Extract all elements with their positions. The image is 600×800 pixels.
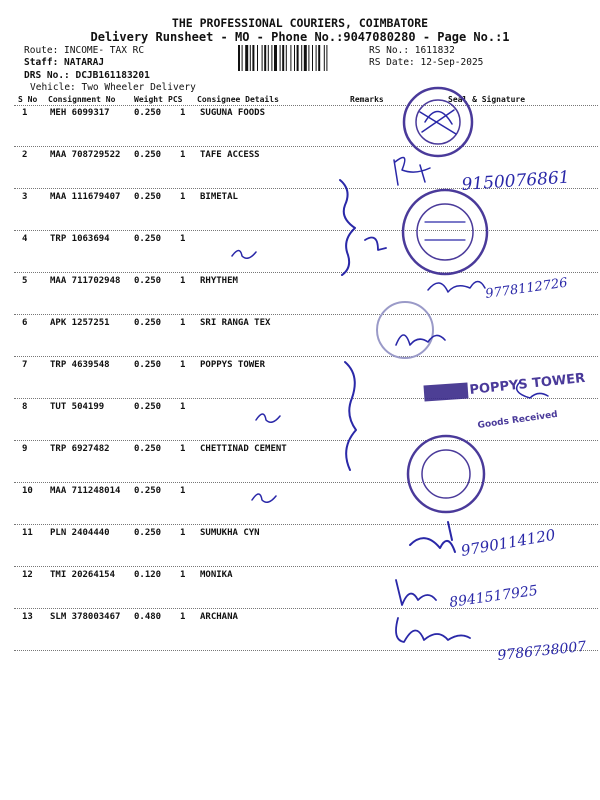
row-pcs: 1	[180, 402, 186, 412]
row-pcs: 1	[180, 318, 186, 328]
row-consignment: TRP 6927482	[50, 444, 110, 454]
row-consignment: TRP 1063694	[50, 234, 110, 244]
handwritten-phone-3: 9790114120	[459, 525, 557, 560]
company-seal-stamp-2	[403, 190, 487, 274]
drs-number: DRS No.: DCJB161183201	[24, 70, 150, 81]
row-consignment: PLN 2404440	[50, 528, 110, 538]
row-weight: 0.250	[134, 360, 162, 370]
row-sno: 5	[22, 276, 28, 286]
row-consignment: APK 1257251	[50, 318, 110, 328]
row-pcs: 1	[180, 150, 186, 160]
row-weight: 0.250	[134, 276, 162, 286]
tick-mark-row4	[232, 251, 256, 259]
row-pcs: 1	[180, 486, 186, 496]
col-remarks: Remarks	[350, 95, 384, 104]
row-consignee: MONIKA	[200, 570, 233, 580]
poppys-tower-stamp	[423, 371, 585, 431]
row-weight: 0.250	[134, 444, 162, 454]
row-sno: 9	[22, 444, 28, 454]
row-sno: 13	[22, 612, 33, 622]
row-consignee: BIMETAL	[200, 192, 238, 202]
row-pcs: 1	[180, 234, 186, 244]
row-pcs: 1	[180, 276, 186, 286]
row-consignment: MAA 111679407	[50, 192, 121, 202]
row-pcs: 1	[180, 528, 186, 538]
col-sno: S No	[18, 95, 38, 104]
staff-label: Staff: NATARAJ	[24, 57, 105, 68]
row-sno: 11	[22, 528, 33, 538]
row-sno: 10	[22, 486, 33, 496]
col-seal-signature: Seal & Signature	[448, 95, 526, 104]
row-consignment: SLM 378003467	[50, 612, 121, 622]
row-consignment: MAA 708729522	[50, 150, 121, 160]
tick-mark-row10	[252, 494, 276, 502]
row-pcs: 1	[180, 360, 186, 370]
row-sno: 12	[22, 570, 33, 580]
handwritten-phone-4: 8941517925	[448, 582, 539, 611]
row-consignee: POPPYS TOWER	[200, 360, 266, 370]
handwritten-phone-1: 9150076861	[460, 167, 571, 195]
signature-row11	[410, 522, 455, 552]
rs-number: RS No.: 1611832	[369, 45, 455, 56]
row-weight: 0.120	[134, 570, 162, 580]
company-seal-stamp-3	[408, 436, 484, 512]
row-consignment: TMI 20264154	[50, 570, 116, 580]
row-weight: 0.250	[134, 192, 162, 202]
row-pcs: 1	[180, 444, 186, 454]
row-sno: 8	[22, 402, 28, 412]
signature-row2	[394, 158, 430, 186]
row-consignee: SRI RANGA TEX	[200, 318, 271, 328]
route-label: Route: INCOME- TAX RC	[24, 45, 145, 56]
row-consignee: ARCHANA	[200, 612, 238, 622]
row-sno: 2	[22, 150, 28, 160]
row-consignment: TUT 504199	[50, 402, 105, 412]
brace-mark-1	[340, 180, 355, 275]
runsheet-subtitle: Delivery Runsheet - MO - Phone No.:9047080280 - Page No.:1	[90, 30, 510, 44]
signature-row5	[428, 282, 485, 293]
signature-row13	[396, 618, 470, 642]
row-consignee: CHETTINAD CEMENT	[200, 444, 287, 454]
vehicle-label: Vehicle: Two Wheeler Delivery	[30, 82, 196, 93]
row-consignment: MAA 711702948	[50, 276, 121, 286]
brace-tail-1	[365, 238, 386, 250]
handwritten-phone-5: 9786738007	[496, 638, 588, 664]
company-seal-stamp	[404, 88, 472, 156]
row-consignment: MAA 711248014	[50, 486, 121, 496]
goods-received-stamp: Goods Received	[477, 409, 559, 431]
handwritten-phone-2: 9778112726	[484, 275, 569, 302]
row-pcs: 1	[180, 192, 186, 202]
row-pcs: 1	[180, 570, 186, 580]
row-pcs: 1	[180, 612, 186, 622]
row-sno: 4	[22, 234, 28, 244]
row-sno: 1	[22, 108, 28, 118]
row-sno: 6	[22, 318, 28, 328]
row-weight: 0.250	[134, 318, 162, 328]
row-consignment: TRP 4639548	[50, 360, 110, 370]
row-consignment: MEH 6099317	[50, 108, 110, 118]
row-consignee: SUGUNA FOODS	[200, 108, 266, 118]
row-weight: 0.250	[134, 108, 162, 118]
col-pcs: PCS	[168, 95, 183, 104]
row-weight: 0.250	[134, 234, 162, 244]
row-consignee: SUMUKHA CYN	[200, 528, 260, 538]
row-weight: 0.250	[134, 150, 162, 160]
row-sno: 7	[22, 360, 28, 370]
row-sno: 3	[22, 192, 28, 202]
company-title: THE PROFESSIONAL COURIERS, COIMBATORE	[171, 16, 429, 30]
row-weight: 0.250	[134, 486, 162, 496]
signature-row12	[396, 580, 436, 605]
signature-row6	[396, 335, 445, 345]
row-weight: 0.250	[134, 528, 162, 538]
col-consignment: Consignment No	[48, 95, 116, 104]
col-weight: Weight	[134, 95, 163, 104]
poppys-stamp-text: POPPYS TOWER	[468, 370, 586, 398]
brace-mark-2	[345, 362, 356, 470]
row-weight: 0.480	[134, 612, 162, 622]
col-details: Consignee Details	[197, 95, 279, 104]
tick-mark-row8	[256, 414, 280, 422]
row-weight: 0.250	[134, 402, 162, 412]
row-pcs: 1	[180, 108, 186, 118]
rs-date: RS Date: 12-Sep-2025	[369, 57, 484, 68]
faded-seal-stamp	[377, 302, 433, 358]
row-consignee: RHYTHEM	[200, 276, 238, 286]
row-consignee: TAFE ACCESS	[200, 150, 260, 160]
